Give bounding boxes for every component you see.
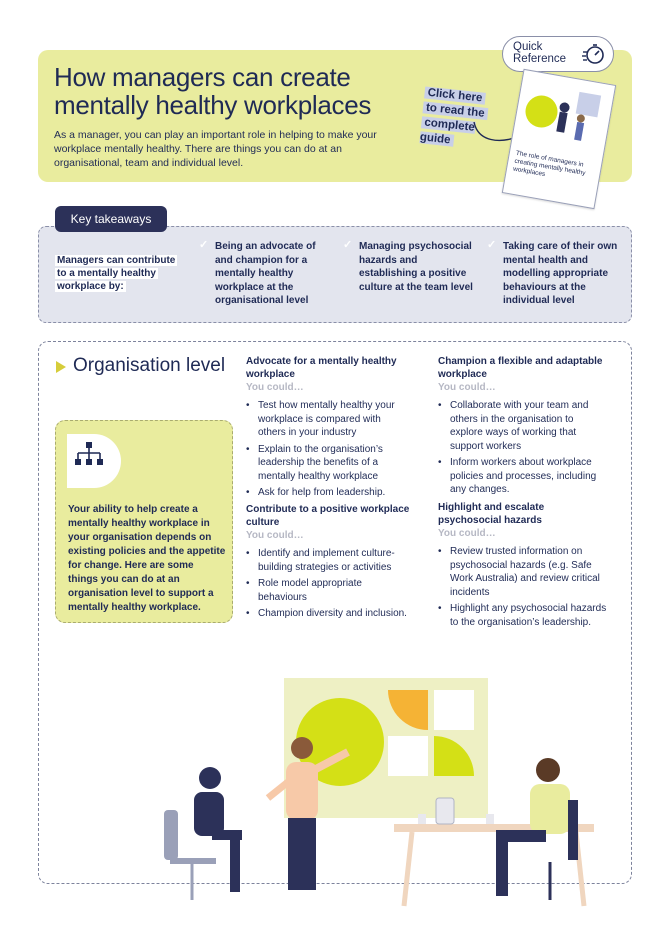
click-line-2: to read the [422, 101, 488, 120]
subsection-title: Champion a flexible and adaptable workplace [438, 356, 603, 380]
list-item: • Identify and implement culture-building strategies or activities [246, 547, 411, 574]
section-flexible [438, 355, 608, 500]
page-title-line-1: How managers can create [54, 62, 351, 92]
you-could-label: You could… [246, 382, 304, 393]
section-advocate [246, 355, 411, 503]
subsection-title: Advocate for a mentally healthy workplace [246, 356, 397, 380]
quick-reference-label [513, 41, 566, 65]
you-could-label: You could… [438, 382, 496, 393]
list-item: • Review trusted information on psychosocial hazards (e.g. Safe Work Australia) and review critical incidents [438, 545, 608, 599]
section-title: Organisation level [73, 355, 226, 376]
subsection-title: Highlight and escalate psychosocial hazards [438, 502, 545, 526]
list-item: • Test how mentally healthy your workplace is compared with others in your industry [246, 399, 411, 440]
organisation-sidebar-text: Your ability to help create a mentally healthy workplace in your organisation depends on existing policies and the appetite for change. Here are some things you can do at an organisation level to support a mentally healthy workplace. [68, 504, 226, 613]
meeting-illustration [150, 670, 610, 910]
org-chart-icon [74, 441, 104, 467]
list-item: • Role model appropriate behaviours [246, 577, 411, 604]
takeaway-item: Taking care of their own mental health and modelling appropriate behaviours at the individual level [503, 241, 618, 306]
section-hazards [438, 501, 608, 632]
check-icon: ✓ [199, 239, 209, 251]
list-item: • Highlight any psychosocial hazards to the organisation’s leadership. [438, 602, 608, 629]
you-could-label: You could… [246, 530, 304, 541]
list-item: • Explain to the organisation’s leadership the benefits of a mentally healthy workplace [246, 443, 411, 484]
section-culture [246, 503, 411, 624]
check-icon: ✓ [343, 239, 353, 251]
guide-cover-illustration [518, 79, 608, 158]
kt-intro-line-1: Managers can contribute [57, 255, 176, 266]
page-title [54, 63, 454, 119]
triangle-bullet-icon [56, 361, 66, 373]
key-takeaways-tab: Key takeaways [55, 206, 167, 232]
intro-text: As a manager, you can play an important role in helping to make your workplace mentally healthy. There are things you can do at an organisational, team and individual level. [54, 129, 377, 169]
takeaway-item: Being an advocate of and champion for a mentally healthy workplace at the organisational level [215, 241, 316, 306]
check-icon: ✓ [487, 239, 497, 251]
guide-cover-thumbnail[interactable] [502, 69, 616, 209]
you-could-label: You could… [438, 528, 496, 539]
kt-intro-line-2: to a mentally healthy [57, 268, 156, 279]
click-line-3: complete guide [419, 116, 476, 147]
quick-reference-line-1: Quick [513, 41, 543, 53]
page-title-line-2: mentally healthy workplaces [54, 90, 372, 120]
key-takeaways-intro [55, 254, 185, 293]
quick-reference-line-2: Reference [513, 53, 567, 65]
stopwatch-icon [582, 42, 606, 66]
kt-intro-line-3: workplace by: [57, 281, 124, 292]
list-item: • Collaborate with your team and others in the organisation to explore ways of working that support workers [438, 399, 608, 453]
subsection-title: Contribute to a positive workplace culture [246, 504, 410, 528]
list-item: • Inform workers about workplace policies and processes, including any changes. [438, 456, 608, 497]
list-item: • Ask for help from leadership. [246, 486, 411, 500]
click-line-1: Click here [424, 86, 486, 104]
takeaway-item: Managing psychosocial hazards and establishing a positive culture at the team level [359, 241, 473, 293]
guide-cover-title: The role of managers in creating mentally healthy workplaces [512, 149, 586, 179]
list-item: • Champion diversity and inclusion. [246, 607, 411, 621]
